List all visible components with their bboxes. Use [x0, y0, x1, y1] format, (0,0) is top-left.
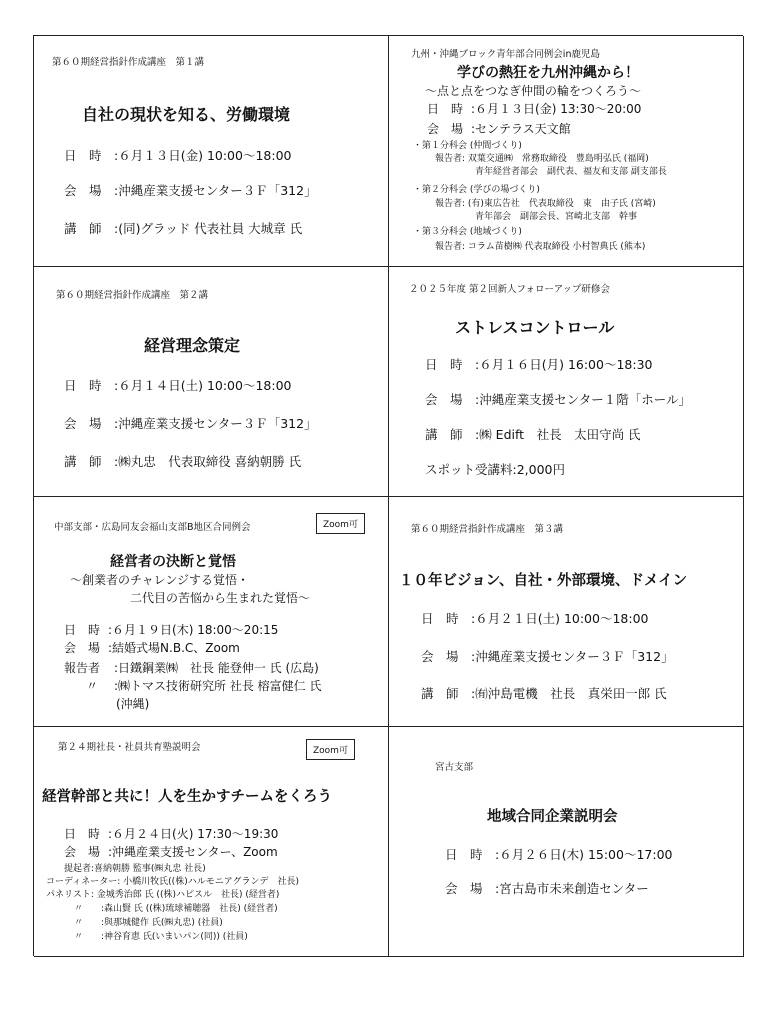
date-label: 日 時: [64, 623, 101, 637]
event-card-5: [34, 497, 389, 727]
section-3-heading: ・第３分科会 (地域づくり): [413, 227, 522, 237]
venue-value: :センテラス天文館: [471, 122, 571, 136]
section-1-line-2: 青年経営者部会 副代表、福友和支部 副支部長: [475, 167, 667, 177]
series-label: 第６０期経営指針作成講座 第１講: [52, 57, 205, 68]
series-label: 第６０期経営指針作成講座 第３講: [411, 524, 564, 535]
date-value: :６月１６日(月) 16:00～18:30: [475, 357, 653, 372]
reporter-value: :日鐵鋼業㈱ 社長 能登伸一 氏 (広島): [114, 661, 319, 675]
event-card-1: [34, 36, 389, 267]
date-label: 日 時: [64, 827, 101, 841]
event-title: 経営理念策定: [144, 336, 241, 355]
venue-value: :結婚式場N.B.C、Zoom: [108, 641, 240, 655]
venue-label: 会 場: [64, 641, 101, 655]
venue-label: 会 場: [425, 392, 463, 407]
coordinator-line: コーディネーター: 小橋川牧氏((株)ハルモニアグランデ 社長): [46, 877, 299, 887]
event-subtitle: ～点と点をつなぎ仲間の輪をつくろう～: [425, 84, 642, 98]
date-label: 日 時: [64, 378, 102, 393]
date-row: [64, 825, 278, 842]
date-value: :６月１３日(金) 13:30～20:00: [471, 102, 642, 116]
fee-text: スポット受講料:2,000円: [425, 462, 565, 477]
date-value: :６月１９日(木) 18:00～20:15: [108, 623, 279, 637]
event-title: 経営幹部と共に！人を生かすチームをくろう: [42, 789, 332, 805]
panelist-line-4: 〃 :神谷育恵 氏(いまいパン(同)) (社員): [74, 932, 248, 942]
venue-row: [427, 120, 571, 137]
date-value: :６月２１日(土) 10:00～18:00: [471, 611, 649, 626]
zoom-badge: Zoom可: [316, 513, 365, 534]
venue-row: [64, 843, 278, 860]
event-title: １０年ビジョン、自社・外部環境、ドメイン: [399, 573, 688, 589]
venue-row: [421, 647, 674, 665]
event-card-6: [389, 497, 744, 727]
date-label: 日 時: [425, 357, 463, 372]
lecturer-label: 講 師: [64, 454, 102, 469]
venue-row: [64, 414, 317, 432]
lecturer-row: [64, 219, 302, 237]
date-value: :６月１３日(金) 10:00～18:00: [114, 148, 292, 163]
date-row: [427, 100, 641, 117]
zoom-badge: Zoom可: [306, 739, 355, 760]
section-3-line-1: 報告者: コラム苗樹㈱ 代表取締役 小村智典氏 (熊本): [435, 242, 646, 252]
event-title: ストレスコントロール: [455, 318, 615, 337]
date-value: :６月２４日(火) 17:30～19:30: [108, 827, 279, 841]
event-card-8: [389, 727, 744, 957]
date-label: 日 時: [421, 611, 459, 626]
section-2-heading: ・第２分科会 (学びの場づくり): [413, 185, 540, 195]
series-label: 第６０期経営指針作成講座 第２講: [56, 290, 209, 301]
reporter-row-1: [64, 659, 319, 676]
event-card-2: [389, 36, 744, 267]
date-row: [64, 146, 292, 164]
venue-value: :沖縄産業支援センター、Zoom: [108, 845, 278, 859]
series-label: 第２４期社長・社員共育塾説明会: [58, 742, 201, 753]
proposer-line: 提起者:喜納朝勝 監事(㈱丸忠 社長): [64, 864, 206, 874]
date-row: [445, 845, 673, 863]
venue-row: [445, 879, 649, 897]
panelist-line-2: 〃 :森山賢 氏 ((株)琉球補聴器 社長) (経営者): [74, 904, 278, 914]
event-title: 学びの熱狂を九州沖縄から！: [457, 65, 639, 81]
lecturer-value: :㈲沖島電機 社長 真栄田一郎 氏: [471, 686, 667, 701]
event-card-3: [34, 267, 389, 497]
lecturer-value: :㈱丸忠 代表取締役 喜納朝勝 氏: [114, 454, 302, 469]
panelist-line-3: 〃 :與那城健作 氏(㈱丸忠) (社員): [74, 918, 223, 928]
reporter-row-2: [86, 677, 322, 694]
lecturer-row: [64, 452, 301, 470]
lecturer-row: [425, 425, 641, 443]
venue-row: [64, 181, 317, 199]
venue-label: 会 場: [64, 416, 102, 431]
event-title: 自社の現状を知る、労働環境: [82, 105, 291, 124]
series-label: 中部支部・広島同友会福山支部B地区合同例会: [54, 522, 251, 533]
date-row: [421, 609, 649, 627]
ditto-mark: 〃: [86, 679, 99, 693]
date-row: [64, 621, 278, 638]
series-label: ２０２５年度 第２回新人フォローアップ研修会: [409, 284, 610, 295]
venue-value: :沖縄産業支援センター１階「ホール」: [475, 392, 691, 407]
venue-row: [64, 639, 240, 656]
event-card-4: [389, 267, 744, 497]
lecturer-value: :(同)グラッド 代表社員 大城章 氏: [114, 221, 303, 236]
panelist-line-1: パネリスト: 金城秀治郎 氏 ((株)ハピスル 社長) (経営者): [46, 890, 280, 900]
lecturer-label: 講 師: [64, 221, 102, 236]
venue-value: :沖縄産業支援センター３Ｆ「312」: [471, 649, 674, 664]
date-value: :６月１４日(土) 10:00～18:00: [114, 378, 292, 393]
section-1-heading: ・第１分科会 (仲間づくり): [413, 141, 522, 151]
lecturer-label: 講 師: [425, 427, 463, 442]
event-title: 地域合同企業説明会: [487, 809, 618, 825]
venue-label: 会 場: [445, 881, 483, 896]
reporter-label: 報告者: [64, 661, 101, 675]
venue-value: :宮古島市未来創造センター: [495, 881, 649, 896]
venue-value: :沖縄産業支援センター３Ｆ「312」: [114, 183, 317, 198]
section-1-line-1: 報告者: 双葉交通㈱ 常務取締役 豊島明弘氏 (福岡): [435, 154, 649, 164]
event-subtitle-2: 二代目の苦悩から生まれた覚悟～: [130, 591, 311, 605]
lecturer-row: [421, 684, 667, 702]
venue-label: 会 場: [421, 649, 459, 664]
series-label: 宮古支部: [435, 762, 474, 773]
series-label: 九州・沖縄ブロック青年部合同例会in鹿児島: [411, 49, 600, 60]
date-label: 日 時: [427, 102, 464, 116]
section-2-line-2: 青年部会 副部会長、宮崎北支部 幹事: [475, 212, 638, 222]
lecturer-value: :㈱ Edift 社長 太田守尚 氏: [475, 427, 641, 442]
date-label: 日 時: [445, 847, 483, 862]
event-card-7: [34, 727, 389, 957]
date-label: 日 時: [64, 148, 102, 163]
venue-label: 会 場: [64, 183, 102, 198]
reporter-region: (沖縄): [116, 697, 150, 711]
venue-row: [425, 390, 691, 408]
lecturer-label: 講 師: [421, 686, 459, 701]
date-row: [425, 355, 653, 373]
venue-label: 会 場: [427, 122, 464, 136]
reporter-value: :㈱トマス技術研究所 社長 榕富健仁 氏: [114, 679, 322, 693]
event-grid: [33, 35, 743, 956]
date-value: :６月２６日(木) 15:00～17:00: [495, 847, 673, 862]
section-2-line-1: 報告者: (有)東広告社 代表取締役 東 由子氏 (宮崎): [435, 199, 656, 209]
event-subtitle-1: ～創業者のチャレンジする覚悟・: [70, 573, 250, 587]
venue-label: 会 場: [64, 845, 101, 859]
date-row: [64, 376, 292, 394]
event-title: 経営者の決断と覚悟: [110, 554, 236, 570]
venue-value: :沖縄産業支援センター３Ｆ「312」: [114, 416, 317, 431]
